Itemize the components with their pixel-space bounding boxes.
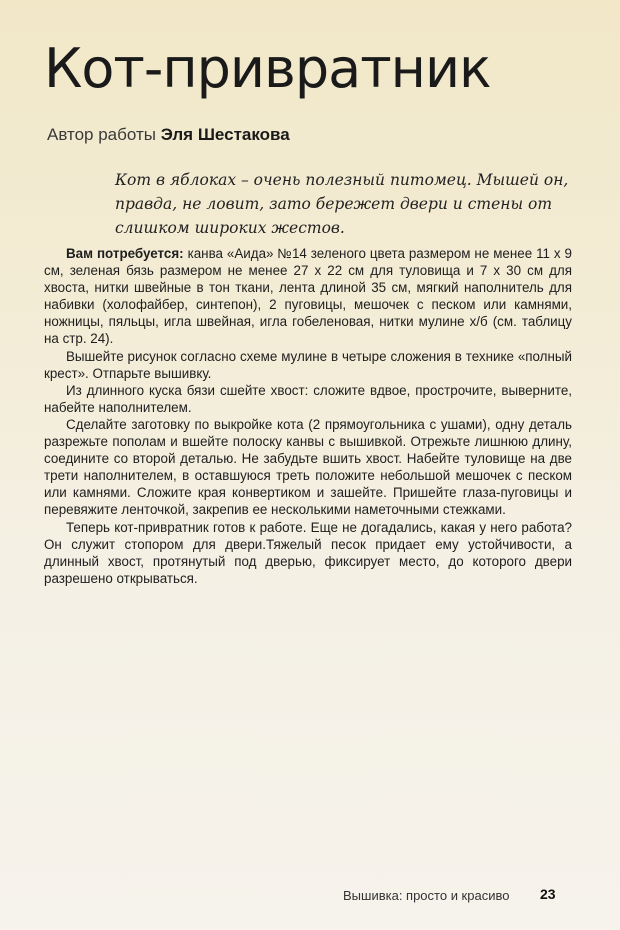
page-title: Кот-привратник [44, 37, 491, 100]
materials-lead: Вам потребуется: [66, 246, 184, 261]
paragraph: Из длинного куска бязи сшейте хвост: сложите вдвое, прострочите, выверните, набейте наполнителем. [44, 382, 572, 415]
author-line [47, 125, 290, 145]
epigraph: Кот в яблоках – очень полезный питомец. Мышей он, правда, не ловит, зато бережет двери и стены от слишком широких жестов. [115, 171, 569, 237]
paragraph-materials [44, 245, 572, 348]
magazine-title: Вышивка: просто и красиво [343, 888, 510, 903]
author-name: Эля Шестакова [160, 125, 290, 144]
author-label: Автор работы [47, 125, 156, 144]
paragraph: Теперь кот-привратник готов к работе. Еще не догадались, какая у него работа? Он служит стопором для двери.Тяжелый песок придает ему устойчивости, а длинный хвост, протянутый под дверью, фиксирует место, до которого двери разрешено открываться. [44, 519, 572, 586]
materials-text: канва «Аида» №14 зеленого цвета размером не менее 11 х 9 см, зеленая бязь размером не менее 27 х 22 см для туловища и 7 х 30 см для хвоста, нитки швейные в тон ткани, лента длиной 35 см, мягкий наполнитель для набивки (холофайбер, синтепон), 2 пуговицы, мешочек с песком или камнями, ножницы, пяльцы, игла швейная, игла гобеленовая, нитки мулине х/б (см. таблицу на стр. 24). [44, 246, 572, 347]
paragraph: Вышейте рисунок согласно схеме мулине в четыре сложения в технике «полный крест». Отпарьте вышивку. [44, 348, 572, 381]
page-number: 23 [540, 886, 556, 902]
paragraph: Сделайте заготовку по выкройке кота (2 прямоугольника с ушами), одну деталь разрежьте пополам и вшейте полоску канвы с вышивкой. Отрежьте лишнюю длину, соедините со второй деталью. Не забудьте вшить хвост. Набейте туловище на две трети наполнителем, в оставшуюся треть положите небольшой мешочек с песком или камнями. Сложите края конвертиком и зашейте. Пришейте глаза-пуговицы и перевяжите ленточкой, закрепив ее несколькими наметочными стежками. [44, 416, 572, 518]
article-body [44, 245, 572, 587]
